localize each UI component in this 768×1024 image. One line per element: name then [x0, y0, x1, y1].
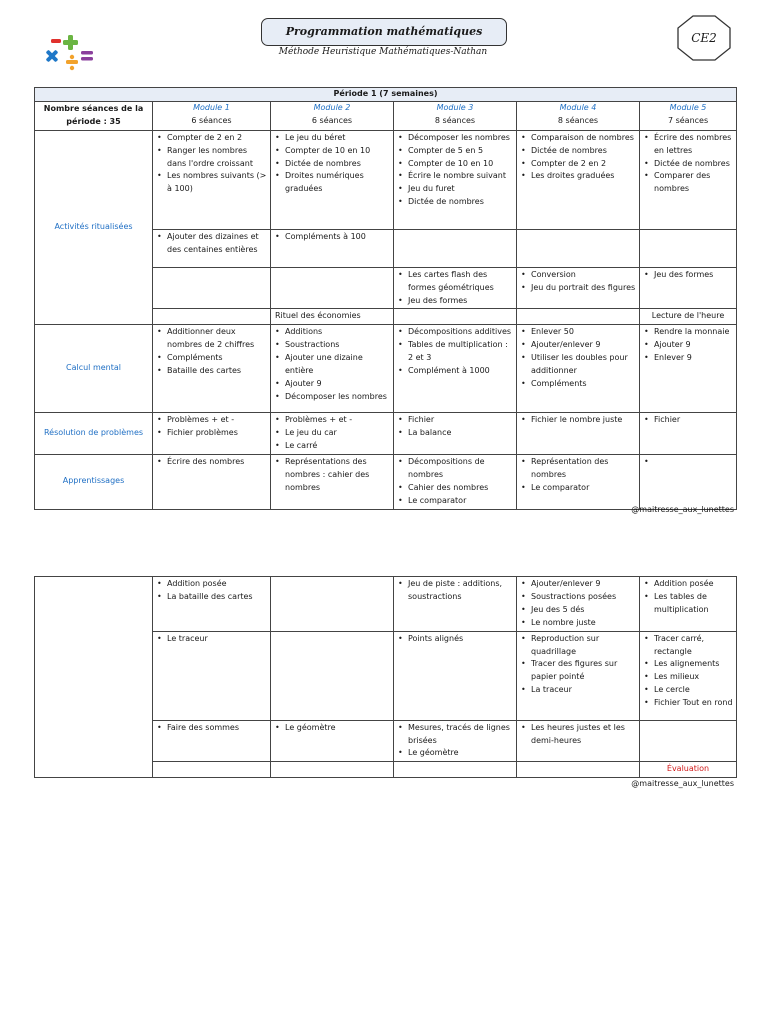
table-cell: Lecture de l'heure — [640, 309, 737, 325]
list-item: • Fichier Tout en rond — [654, 697, 734, 710]
module-header — [153, 101, 271, 130]
table-cell — [394, 229, 517, 267]
list-item: • Les cartes flash des formes géométriques — [408, 269, 514, 295]
row-header-empty — [35, 577, 153, 778]
list-item: • Les milieux — [654, 671, 734, 684]
list-item: • Jeu du portrait des figures — [531, 282, 637, 295]
row-header-activites: Activités ritualisées — [35, 130, 153, 325]
table-cell — [640, 577, 737, 632]
list-item: • Les tables de multiplication — [654, 591, 734, 617]
table-cell — [271, 413, 394, 455]
list-item: • Comparer des nombres — [654, 170, 734, 196]
module-sessions: 8 séances — [557, 115, 599, 125]
list-item: • Écrire le nombre suivant — [408, 170, 514, 183]
bullet-list — [519, 722, 637, 748]
table-cell — [153, 229, 271, 267]
period-title: Période 1 (7 semaines) — [35, 88, 737, 102]
table-cell — [517, 631, 640, 720]
list-item: • Reproduction sur quadrillage — [531, 633, 637, 659]
list-item: • Mesures, tracés de lignes brisées — [408, 722, 514, 748]
module-sessions: 7 séances — [667, 115, 709, 125]
list-item: • Compléments à 100 — [285, 231, 391, 244]
list-item: • Ajouter une dizaine entière — [285, 352, 391, 378]
list-item: • Le traceur — [167, 633, 268, 646]
bullet-list — [273, 414, 391, 453]
table-cell — [271, 720, 394, 762]
table-cell — [153, 631, 271, 720]
bullet-list — [396, 132, 514, 209]
table-cell — [394, 130, 517, 229]
list-item: • Les alignements — [654, 658, 734, 671]
list-item: • Jeu des formes — [654, 269, 734, 282]
list-item: • Droites numériques graduées — [285, 170, 391, 196]
list-item: • Ajouter/enlever 9 — [531, 339, 637, 352]
table-cell — [517, 325, 640, 413]
list-item: • Problèmes + et - — [167, 414, 268, 427]
table-cell — [394, 455, 517, 510]
list-item: • Les nombres suivants (> à 100) — [167, 170, 268, 196]
table-cell — [640, 631, 737, 720]
list-item: • Jeu des 5 dés — [531, 604, 637, 617]
table-cell — [394, 631, 517, 720]
list-item: • Soustractions posées — [531, 591, 637, 604]
list-item: • Dictée de nombres — [285, 158, 391, 171]
row-header-apprentissages: Apprentissages — [35, 455, 153, 510]
list-item: • Décompositions additives — [408, 326, 514, 339]
table-cell — [271, 631, 394, 720]
list-item: • Décomposer les nombres — [408, 132, 514, 145]
table-cell — [153, 455, 271, 510]
table-cell — [640, 455, 737, 510]
module-sessions: 8 séances — [434, 115, 476, 125]
bullet-list — [155, 231, 268, 257]
bullet-list — [396, 578, 514, 604]
list-item: • Conversion — [531, 269, 637, 282]
bullet-list — [396, 326, 514, 378]
list-item: • Bataille des cartes — [167, 365, 268, 378]
table-cell — [517, 762, 640, 778]
list-item: • Dictée de nombres — [531, 145, 637, 158]
list-item: • Enlever 9 — [654, 352, 734, 365]
list-item: • Compter de 2 en 2 — [531, 158, 637, 171]
table-cell — [271, 325, 394, 413]
table-cell — [271, 229, 394, 267]
table-cell — [271, 762, 394, 778]
bullet-list — [519, 269, 637, 295]
bullet-list — [642, 269, 734, 282]
table-cell — [394, 720, 517, 762]
table-cell — [517, 309, 640, 325]
table-cell — [394, 413, 517, 455]
list-item: • Fichier — [654, 414, 734, 427]
math-operators-logo — [42, 32, 96, 78]
module-header — [271, 101, 394, 130]
bullet-list — [519, 578, 637, 630]
list-item: • Soustractions — [285, 339, 391, 352]
list-item: • Ajouter 9 — [285, 378, 391, 391]
list-item: • Le nombre juste — [531, 617, 637, 630]
minus-icon — [51, 39, 61, 43]
list-item: • Le géomètre — [285, 722, 391, 735]
list-item: • Cahier des nombres — [408, 482, 514, 495]
page-title: Programmation mathématiques — [261, 18, 507, 46]
list-item: • Écrire des nombres — [167, 456, 268, 469]
table-cell — [153, 267, 271, 309]
list-item: • Décompositions de nombres — [408, 456, 514, 482]
bullet-list — [396, 269, 514, 308]
bullet-list — [519, 326, 637, 391]
list-item: • Compter de 5 en 5 — [408, 145, 514, 158]
list-item: • Ajouter/enlever 9 — [531, 578, 637, 591]
list-item: • Tables de multiplication : 2 et 3 — [408, 339, 514, 365]
bullet-list — [155, 578, 268, 604]
bullet-list — [519, 456, 637, 495]
bullet-list — [642, 326, 734, 365]
table-cell — [153, 325, 271, 413]
module-name: Module 5 — [669, 102, 707, 112]
level-label: CE2 — [691, 31, 717, 45]
list-item: • Jeu de piste : additions, soustractions — [408, 578, 514, 604]
table-cell — [153, 309, 271, 325]
table-cell — [640, 130, 737, 229]
list-item: • Fichier — [408, 414, 514, 427]
bullet-list — [519, 414, 637, 427]
list-item: • Représentations des nombres : cahier des nombres — [285, 456, 391, 495]
table-cell — [394, 577, 517, 632]
bullet-list — [642, 132, 734, 197]
table-cell — [517, 267, 640, 309]
table-cell — [517, 455, 640, 510]
list-item: • Les droites graduées — [531, 170, 637, 183]
list-item: • Le jeu du car — [285, 427, 391, 440]
bullet-list — [396, 456, 514, 508]
list-item: • Le cercle — [654, 684, 734, 697]
bullet-list — [273, 326, 391, 403]
module-name: Module 3 — [436, 102, 474, 112]
list-item: • Compter de 10 en 10 — [285, 145, 391, 158]
bullet-list — [273, 722, 391, 735]
list-item: • Écrire des nombres en lettres — [654, 132, 734, 158]
plus-icon — [63, 35, 78, 50]
list-item: • Compter de 10 en 10 — [408, 158, 514, 171]
credit-handle: @maitresse_aux_lunettes — [631, 779, 734, 788]
list-item: • Ranger les nombres dans l'ordre croissant — [167, 145, 268, 171]
table-cell — [517, 720, 640, 762]
list-item: • Le géomètre — [408, 747, 514, 760]
list-item: • Compléments — [531, 378, 637, 391]
list-item: • Points alignés — [408, 633, 514, 646]
bullet-list — [155, 414, 268, 440]
bullet-list — [273, 231, 391, 244]
list-item: • Complément à 1000 — [408, 365, 514, 378]
list-item: • Ajouter des dizaines et des centaines entières — [167, 231, 268, 257]
list-item: • Faire des sommes — [167, 722, 268, 735]
table-cell — [517, 577, 640, 632]
table-cell — [153, 413, 271, 455]
bullet-list — [396, 414, 514, 440]
bullet-list — [396, 722, 514, 761]
list-item: • La traceur — [531, 684, 637, 697]
bullet-list — [155, 132, 268, 197]
list-item: • Addition posée — [167, 578, 268, 591]
list-item: • Dictée de nombres — [408, 196, 514, 209]
credit-handle: @maitresse_aux_lunettes — [631, 505, 734, 514]
bullet-list — [273, 456, 391, 495]
list-item: • Compter de 2 en 2 — [167, 132, 268, 145]
table-cell — [153, 762, 271, 778]
list-item: • Rendre la monnaie — [654, 326, 734, 339]
bullet-list — [155, 456, 268, 469]
module-name: Module 4 — [559, 102, 597, 112]
module-name: Module 1 — [193, 102, 230, 112]
list-item: • Problèmes + et - — [285, 414, 391, 427]
bullet-list — [642, 414, 734, 427]
list-item: • Jeu du furet — [408, 183, 514, 196]
list-item: • Le comparator — [408, 495, 514, 508]
table-cell — [640, 413, 737, 455]
list-item: • Utiliser les doubles pour additionner — [531, 352, 637, 378]
table-cell — [640, 267, 737, 309]
list-item: • Enlever 50 — [531, 326, 637, 339]
evaluation-label: Évaluation — [640, 762, 737, 778]
table-cell — [640, 720, 737, 762]
bullet-list — [155, 633, 268, 646]
table-cell — [640, 325, 737, 413]
bullet-list — [642, 578, 734, 617]
table-cell — [517, 229, 640, 267]
list-item: • Tracer des figures sur papier pointé — [531, 658, 637, 684]
page-subtitle: Méthode Heuristique Mathématiques-Nathan — [278, 47, 488, 57]
list-item: • Tracer carré, rectangle — [654, 633, 734, 659]
period-1-table-continued — [34, 576, 737, 778]
list-item: • Le comparator — [531, 482, 637, 495]
list-item: • Le carré — [285, 440, 391, 453]
table-cell — [394, 309, 517, 325]
row-header-resolution: Résolution de problèmes — [35, 413, 153, 455]
table-cell — [153, 577, 271, 632]
equals-icon — [81, 51, 93, 61]
list-item: • Compléments — [167, 352, 268, 365]
bullet-list — [642, 633, 734, 710]
list-item: • Additionner deux nombres de 2 chiffres — [167, 326, 268, 352]
level-badge — [676, 14, 732, 62]
bullet-list — [155, 722, 268, 735]
bullet-list — [519, 633, 637, 698]
module-header — [517, 101, 640, 130]
table-cell — [394, 325, 517, 413]
list-item: • Fichier le nombre juste — [531, 414, 637, 427]
bullet-list — [155, 326, 268, 378]
table-cell — [640, 229, 737, 267]
list-item: • Le jeu du béret — [285, 132, 391, 145]
table-cell — [271, 130, 394, 229]
bullet-list — [396, 633, 514, 646]
table-cell — [271, 577, 394, 632]
list-item: • Les heures justes et les demi-heures — [531, 722, 637, 748]
sessions-label: Nombre séances de la période : 35 — [35, 101, 153, 130]
bullet-list — [519, 132, 637, 184]
list-item: • La balance — [408, 427, 514, 440]
module-sessions: 6 séances — [191, 115, 232, 125]
module-header — [640, 101, 737, 130]
row-header-calcul-mental: Calcul mental — [35, 325, 153, 413]
table-cell: Rituel des économies — [271, 309, 394, 325]
table-cell — [394, 267, 517, 309]
table-cell — [271, 455, 394, 510]
list-item: • La bataille des cartes — [167, 591, 268, 604]
module-header — [394, 101, 517, 130]
list-item: • Décomposer les nombres — [285, 391, 391, 404]
table-cell — [153, 130, 271, 229]
period-1-table — [34, 87, 737, 510]
module-sessions: 6 séances — [311, 115, 353, 125]
list-item: • Ajouter 9 — [654, 339, 734, 352]
list-item: • Dictée de nombres — [654, 158, 734, 171]
list-item: • Fichier problèmes — [167, 427, 268, 440]
divide-icon — [66, 55, 78, 70]
module-name: Module 2 — [313, 102, 351, 112]
table-cell — [517, 130, 640, 229]
list-item: • Addition posée — [654, 578, 734, 591]
table-cell — [271, 267, 394, 309]
table-cell — [517, 413, 640, 455]
table-cell — [153, 720, 271, 762]
list-item: • Comparaison de nombres — [531, 132, 637, 145]
list-item: • Jeu des formes — [408, 295, 514, 308]
bullet-list — [273, 132, 391, 197]
list-item: • Représentation des nombres — [531, 456, 637, 482]
list-item: • Additions — [285, 326, 391, 339]
times-icon — [42, 46, 62, 66]
table-cell — [394, 762, 517, 778]
